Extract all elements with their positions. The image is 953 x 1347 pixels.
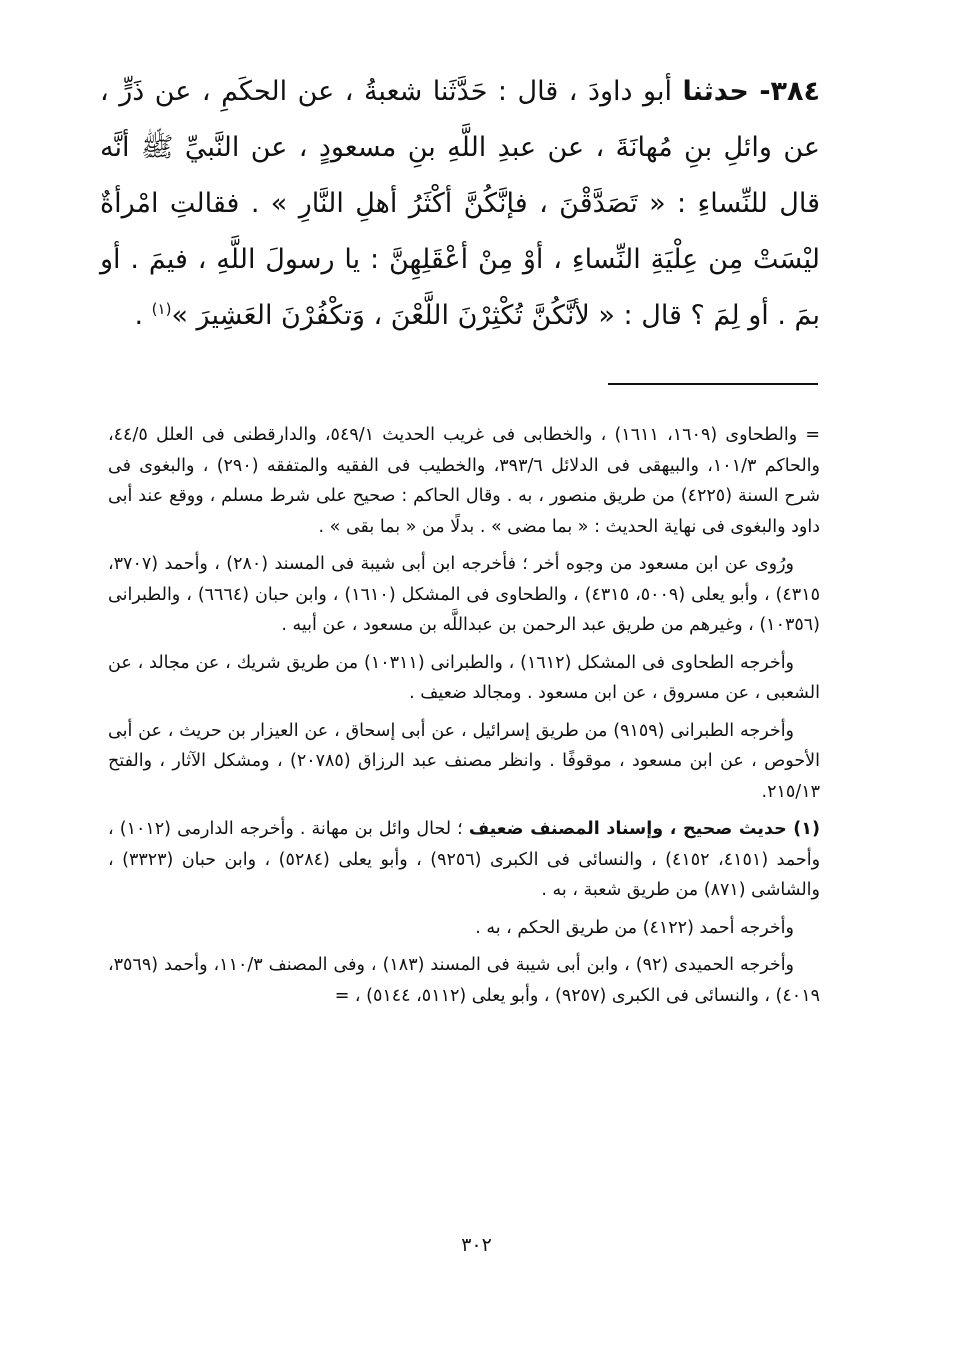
page-number: ٣٠٢: [461, 1234, 492, 1256]
footnote-separator: [608, 383, 818, 385]
footnote-paragraph: وأخرجه الحميدى (٩٢) ، وابن أبى شيبة فى المسند (١٨٣) ، وفى المصنف ١١٠/٣، وأحمد (٣٥٦٩، ٤٠١٩) ، والنسائى فى الكبرى (٩٢٥٧) ، وأبو يعلى (٥١١٢، ٥١٤٤) ، =: [108, 955, 820, 1006]
footnote-paragraph: وأخرجه الطبرانى (٩١٥٩) من طريق إسرائيل ، عن أبى إسحاق ، عن العيزار بن حريث ، عن أبى الأحوص ، عن ابن مسعود ، موقوفًا . وانظر مصنف عبد الرزاق (٢٠٧٨٥) ، ومشكل الآثار ، والفتح ٢١٥/١٣.: [108, 720, 820, 802]
footnote-reference: (١): [151, 300, 172, 318]
hadith-body: أبو داودَ ، قال : حَدَّثَنا شعبةُ ، عن الحكَمِ ، عن ذَرٍّ ، عن وائلِ بنِ مُهانَةَ ، عن عبدِ اللَّهِ بنِ مسعودٍ ، عن النَّبيِّ ﷺ أنَّه قال للنِّساءِ : « تَصَدَّقْنَ ، فإنَّكُنَّ أكْثَرُ أهلِ النَّارِ » . فقالتِ امْرأةٌ ليْسَتْ مِن عِلْيَةِ النِّساءِ ، أوْ مِنْ أعْقَلِهِنَّ : يا رسولَ اللَّهِ ، فيمَ . أو بمَ . أو لِمَ ؟ قال : « لأنَّكُنَّ تُكْثِرْنَ اللَّعْنَ ، وَتكْفُرْنَ العَشِيرَ »: [100, 76, 820, 331]
hadith-text: [100, 64, 820, 344]
footnotes: [108, 420, 820, 1018]
footnote-paragraph: ورُوى عن ابن مسعود من وجوه أخر ؛ فأخرجه ابن أبى شيبة فى المسند (٢٨٠) ، وأحمد (٣٧٠٧، ٤٣١٥) ، وأبو يعلى (٥٠٠٩، ٤٣١٥) ، والطحاوى فى المشكل (١٦١٠) ، وابن حبان (٦٦٦٤) ، والطبرانى (١٠٣٥٦) ، وغيرهم من طريق عبد الرحمن بن عبداللَّه بن مسعود ، عن أبيه .: [108, 554, 820, 635]
hadith-number: ٣٨٤-: [759, 76, 820, 107]
footnote-grade: (١) حديث صحيح ، وإسناد المصنف ضعيف: [468, 819, 820, 839]
footnote-paragraph: (١) حديث صحيح ، وإسناد المصنف ضعيف ؛ لحال وائل بن مهانة . وأخرجه الدارمى (١٠١٢) ، وأحمد (٤١٥١، ٤١٥٢) ، والنسائى فى الكبرى (٩٢٥٦) ، وأبو يعلى (٥٢٨٤) ، وابن حبان (٣٣٢٣) ، والشاشى (٨٧١) من طريق شعبة ، به .: [108, 819, 821, 900]
footnote-paragraph: وأخرجه أحمد (٤١٢٢) من طريق الحكم ، به .: [475, 917, 794, 938]
footnote-paragraph: = والطحاوى (١٦٠٩، ١٦١١) ، والخطابى فى غريب الحديث ٥٤٩/١، والدارقطنى فى العلل ٤٤/٥، والحاكم ١٠١/٣، والبيهقى فى الدلائل ٣٩٣/٦، والخطيب فى الفقيه والمتفقه (٢٩٠) ، والبغوى فى شرح السنة (٤٢٢٥) من طريق منصور ، به . وقال الحاكم : صحيح على شرط مسلم ، ووقع عند أبى داود والبغوى فى نهاية الحديث : « بما مضى » . بدلًا من « بما بقى » .: [108, 425, 821, 537]
hadith-end: .: [134, 300, 152, 331]
footnote-paragraph: وأخرجه الطحاوى فى المشكل (١٦١٢) ، والطبرانى (١٠٣١١) من طريق شريك ، عن مجالد ، عن الشعبى ، عن مسروق ، عن ابن مسعود . ومجالد ضعيف .: [108, 652, 820, 703]
hadith-heading: حدثنا: [682, 76, 749, 107]
